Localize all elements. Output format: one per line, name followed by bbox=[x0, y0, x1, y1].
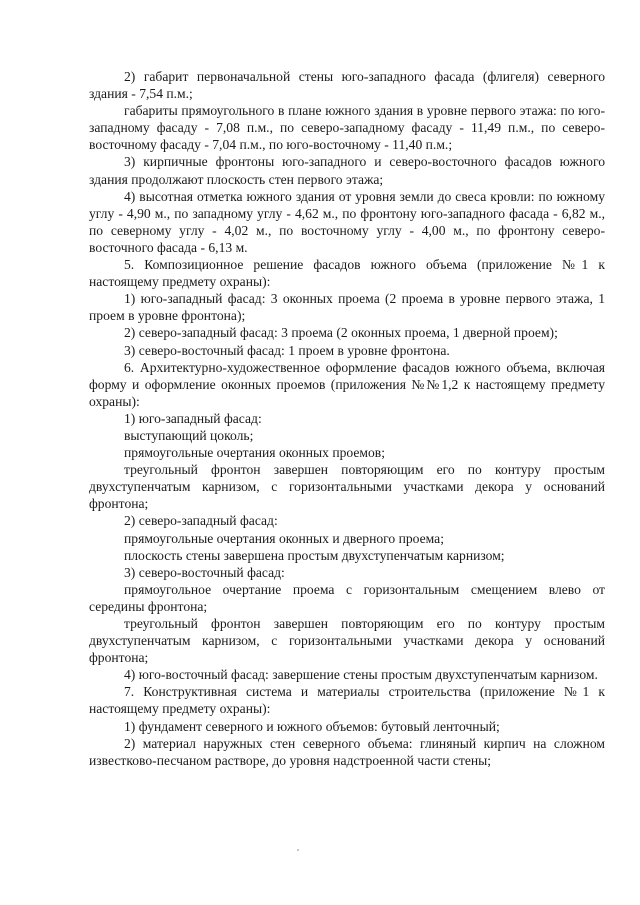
paragraph-7-1: 1) фундамент северного и южного объемов: бутовый ленточный; bbox=[124, 718, 500, 734]
paragraph-6-1: 1) юго-западный фасад: bbox=[124, 410, 262, 426]
paragraph-section-6: 6. Архитектурно-художественное оформление фасадов южного объема, включая форму и оформление оконных проемов (приложения №№1,2 к настоящему предмету охраны): bbox=[89, 359, 605, 409]
scan-speck bbox=[297, 849, 299, 851]
paragraph-5-2: 2) северо-западный фасад: 3 проема (2 оконных проема, 1 дверной проем); bbox=[124, 325, 558, 341]
paragraph-6-4: 4) юго-восточный фасад: завершение стены простым двухступенчатым карнизом. bbox=[124, 667, 598, 683]
paragraph-5-1: 1) юго-западный фасад: 3 оконных проема (2 проема в уровне первого этажа, 1 проем в уровне фронтона); bbox=[89, 291, 605, 324]
paragraph-6-3-opening: прямоугольное очертание проема с горизонтальным смещением влево от середины фронтона; bbox=[89, 581, 605, 614]
paragraph-section-5: 5. Композиционное решение фасадов южного объема (приложение №1 к настоящему предмету охраны): bbox=[89, 257, 605, 290]
paragraph-7-2: 2) материал наружных стен северного объема: глиняный кирпич на сложном известково-песчаном растворе, до уровня надстроенной части стены; bbox=[89, 735, 605, 768]
paragraph-6-1-windows: прямоугольные очертания оконных проемов; bbox=[124, 445, 386, 461]
paragraph-6-1-plinth: выступающий цоколь; bbox=[124, 427, 254, 443]
paragraph-6-2: 2) северо-западный фасад: bbox=[124, 513, 278, 529]
paragraph-5-3: 3) северо-восточный фасад: 1 проем в уровне фронтона. bbox=[124, 342, 450, 358]
paragraph-gabarit-wall: 2) габарит первоначальной стены юго-западного фасада (флигеля) северного здания - 7,54 п.м.; bbox=[89, 69, 605, 102]
paragraph-6-1-gable: треугольный фронтон завершен повторяющим его по контуру простым двухступенчатым карнизом, с горизонтальными участками декора у оснований фронтона; bbox=[89, 462, 605, 512]
paragraph-gabarit-south: габариты прямоугольного в плане южного здания в уровне первого этажа: по юго-западному фасаду - 7,08 п.м., по северо-западному фасаду - 11,49 п.м., по северо-восточному фасаду - 7,04 п.м., по юго-восточному - 11,40 п.м.; bbox=[89, 103, 605, 153]
paragraph-6-3: 3) северо-восточный фасад: bbox=[124, 564, 285, 580]
paragraph-6-2-openings: прямоугольные очертания оконных и дверного проема; bbox=[124, 530, 444, 546]
paragraph-height-marks: 4) высотная отметка южного здания от уровня земли до свеса кровли: по южному углу - 4,90 м., по западному углу - 4,62 м., по фронтону юго-западного фасада - 6,82 м., по северному углу - 4,02 м., по восточному углу - 4,00 м., по фронтону северо-восточного фасада - 6,13 м. bbox=[89, 188, 605, 255]
paragraph-6-2-cornice: плоскость стены завершена простым двухступенчатым карнизом; bbox=[124, 547, 505, 563]
paragraph-6-3-gable: треугольный фронтон завершен повторяющим его по контуру простым двухступенчатым карнизом, с горизонтальными участками декора у оснований фронтона; bbox=[89, 616, 605, 666]
paragraph-section-7: 7. Конструктивная система и материалы строительства (приложение №1 к настоящему предмету охраны): bbox=[89, 684, 605, 717]
document-body bbox=[89, 68, 605, 769]
paragraph-brick-gables: 3) кирпичные фронтоны юго-западного и северо-восточного фасадов южного здания продолжают плоскость стен первого этажа; bbox=[89, 154, 605, 187]
